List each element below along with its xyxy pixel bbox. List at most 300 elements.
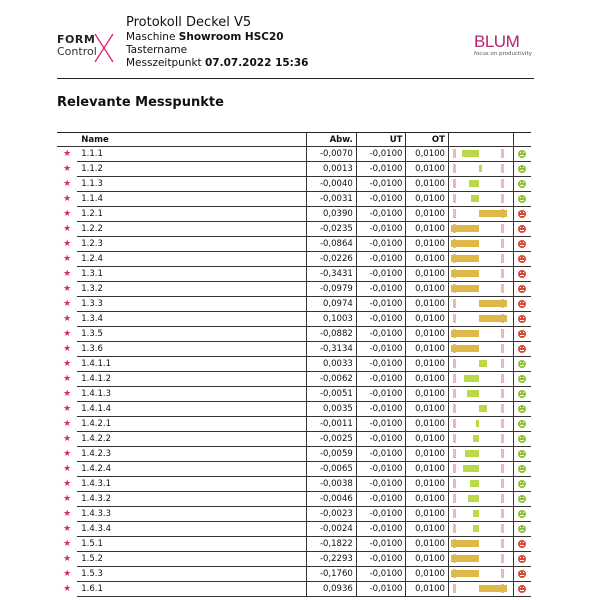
table-row [57,147,531,162]
lower-limit-marker [453,149,456,158]
deviation-value: -0,0070 [307,147,357,162]
table-row [57,552,531,567]
upper-limit-marker [501,449,504,458]
smiley-ok-icon [518,405,526,413]
header-name: Name [77,133,306,147]
lower-tolerance: -0,0100 [356,312,406,327]
deviation-bar [469,180,479,187]
star-icon: ★ [63,464,72,474]
deviation-bar [462,150,479,157]
section-title: Relevante Messpunkte [57,95,224,110]
status-cell [513,582,531,597]
smiley-bad-icon [518,570,526,578]
table-row [57,327,531,342]
formcontrol-logo [55,32,117,66]
upper-limit-marker [501,179,504,188]
deviation-bar-cell [448,312,513,327]
lower-tolerance: -0,0100 [356,357,406,372]
deviation-bar [451,285,479,292]
deviation-bar-cell [448,522,513,537]
deviation-bar [451,570,479,577]
upper-tolerance: 0,0100 [406,432,449,447]
lower-tolerance: -0,0100 [356,297,406,312]
upper-limit-marker [501,524,504,533]
lower-tolerance: -0,0100 [356,267,406,282]
star-icon: ★ [63,254,72,264]
upper-tolerance: 0,0100 [406,207,449,222]
deviation-value: -0,0226 [307,252,357,267]
point-name: 1.5.1 [77,537,306,552]
point-name: 1.4.3.4 [77,522,306,537]
deviation-bar [467,390,479,397]
lower-limit-marker [453,494,456,503]
deviation-value: -0,0864 [307,237,357,252]
smiley-bad-icon [518,270,526,278]
lower-tolerance: -0,0100 [356,237,406,252]
smiley-ok-icon [518,450,526,458]
deviation-bar [470,480,479,487]
star-icon: ★ [63,359,72,369]
status-cell [513,267,531,282]
point-name: 1.4.1.2 [77,372,306,387]
time-line [126,57,309,70]
deviation-value: -0,1760 [307,567,357,582]
deviation-bar [451,345,479,352]
smiley-ok-icon [518,525,526,533]
lower-tolerance: -0,0100 [356,492,406,507]
table-row [57,237,531,252]
deviation-bar-cell [448,477,513,492]
point-name: 1.4.2.2 [77,432,306,447]
upper-tolerance: 0,0100 [406,222,449,237]
deviation-value: -0,0038 [307,477,357,492]
deviation-bar [451,555,479,562]
lower-limit-marker [453,479,456,488]
time-label: Messzeitpunkt [126,57,202,69]
lower-tolerance: -0,0100 [356,282,406,297]
time-value: 07.07.2022 15:36 [204,57,309,69]
upper-limit-marker [501,329,504,338]
upper-tolerance: 0,0100 [406,447,449,462]
upper-tolerance: 0,0100 [406,507,449,522]
smiley-bad-icon [518,285,526,293]
upper-tolerance: 0,0100 [406,477,449,492]
lower-tolerance: -0,0100 [356,207,406,222]
table-row [57,177,531,192]
status-cell [513,282,531,297]
upper-tolerance: 0,0100 [406,402,449,417]
deviation-bar [451,225,479,232]
table-row [57,387,531,402]
status-cell [513,507,531,522]
smiley-ok-icon [518,165,526,173]
upper-tolerance: 0,0100 [406,582,449,597]
status-cell [513,432,531,447]
deviation-bar [473,510,479,517]
upper-tolerance: 0,0100 [406,342,449,357]
star-icon: ★ [63,479,72,489]
upper-limit-marker [501,404,504,413]
point-name: 1.1.2 [77,162,306,177]
point-name: 1.1.1 [77,147,306,162]
deviation-bar [463,465,479,472]
point-name: 1.4.2.1 [77,417,306,432]
table-header-row [57,133,531,147]
deviation-bar-cell [448,387,513,402]
upper-limit-marker [501,284,504,293]
point-name: 1.1.3 [77,177,306,192]
lower-limit-marker [453,464,456,473]
table-row [57,477,531,492]
upper-limit-marker [501,359,504,368]
deviation-bar [479,585,507,592]
lower-limit-marker [453,209,456,218]
point-name: 1.5.3 [77,567,306,582]
deviation-bar-cell [448,267,513,282]
status-cell [513,402,531,417]
status-cell [513,462,531,477]
deviation-bar-cell [448,582,513,597]
point-name: 1.4.2.4 [77,462,306,477]
report-title: Protokoll Deckel V5 [126,15,252,30]
upper-tolerance: 0,0100 [406,522,449,537]
header-status [513,133,531,147]
status-cell [513,387,531,402]
deviation-value: -0,0040 [307,177,357,192]
deviation-value: 0,1003 [307,312,357,327]
deviation-bar [468,495,479,502]
smiley-bad-icon [518,300,526,308]
upper-tolerance: 0,0100 [406,357,449,372]
point-name: 1.2.2 [77,222,306,237]
table-row [57,372,531,387]
status-cell [513,327,531,342]
lower-tolerance: -0,0100 [356,222,406,237]
deviation-bar [479,405,487,412]
smiley-ok-icon [518,435,526,443]
table-row [57,447,531,462]
status-cell [513,162,531,177]
lower-tolerance: -0,0100 [356,402,406,417]
deviation-bar [476,420,479,427]
deviation-bar-cell [448,507,513,522]
lower-tolerance: -0,0100 [356,447,406,462]
upper-limit-marker [501,269,504,278]
table-row [57,192,531,207]
deviation-value: 0,0390 [307,207,357,222]
deviation-value: -0,0882 [307,327,357,342]
deviation-value: -0,0031 [307,192,357,207]
header-dev: Abw. [307,133,357,147]
machine-line [126,31,309,44]
table-row [57,357,531,372]
lower-tolerance: -0,0100 [356,567,406,582]
upper-limit-marker [501,164,504,173]
deviation-bar-cell [448,432,513,447]
table-row [57,402,531,417]
lower-tolerance: -0,0100 [356,147,406,162]
deviation-value: -0,3431 [307,267,357,282]
point-name: 1.4.3.2 [77,492,306,507]
star-icon: ★ [63,209,72,219]
deviation-bar [451,240,479,247]
logo-control-text: Control [57,45,97,58]
table-row [57,522,531,537]
status-cell [513,222,531,237]
lower-limit-marker [453,419,456,428]
star-icon: ★ [63,509,72,519]
blum-tagline: focus on productivity [474,51,532,57]
deviation-value: 0,0013 [307,162,357,177]
status-cell [513,417,531,432]
lower-limit-marker [453,179,456,188]
star-icon: ★ [63,194,72,204]
smiley-ok-icon [518,510,526,518]
deviation-bar [479,165,482,172]
upper-limit-marker [501,224,504,233]
star-icon: ★ [63,284,72,294]
upper-limit-marker [501,464,504,473]
deviation-bar-cell [448,567,513,582]
lower-tolerance: -0,0100 [356,252,406,267]
lower-limit-marker [453,164,456,173]
star-icon: ★ [63,344,72,354]
smiley-bad-icon [518,585,526,593]
status-cell [513,372,531,387]
table-row [57,462,531,477]
deviation-bar-cell [448,147,513,162]
status-cell [513,552,531,567]
star-icon: ★ [63,524,72,534]
lower-limit-marker [453,359,456,368]
smiley-ok-icon [518,375,526,383]
point-name: 1.3.3 [77,297,306,312]
deviation-value: -0,0011 [307,417,357,432]
upper-tolerance: 0,0100 [406,387,449,402]
upper-limit-marker [501,554,504,563]
upper-tolerance: 0,0100 [406,267,449,282]
point-name: 1.4.1.1 [77,357,306,372]
blum-logo [474,33,536,57]
lower-limit-marker [453,299,456,308]
deviation-value: -0,0059 [307,447,357,462]
upper-tolerance: 0,0100 [406,237,449,252]
smiley-bad-icon [518,555,526,563]
lower-tolerance: -0,0100 [356,582,406,597]
deviation-value: -0,1822 [307,537,357,552]
lower-tolerance: -0,0100 [356,162,406,177]
machine-value: Showroom HSC20 [178,31,284,43]
lower-tolerance: -0,0100 [356,327,406,342]
deviation-bar-cell [448,537,513,552]
deviation-bar-cell [448,177,513,192]
upper-limit-marker [501,344,504,353]
upper-tolerance: 0,0100 [406,147,449,162]
point-name: 1.3.2 [77,282,306,297]
deviation-bar-cell [448,552,513,567]
logo-form-text: FORM [57,33,96,46]
deviation-bar-cell [448,342,513,357]
header-divider [57,78,534,79]
upper-tolerance: 0,0100 [406,177,449,192]
lower-tolerance: -0,0100 [356,342,406,357]
upper-limit-marker [501,509,504,518]
lower-limit-marker [453,314,456,323]
table-row [57,342,531,357]
deviation-value: -0,0025 [307,432,357,447]
deviation-bar [451,330,479,337]
point-name: 1.3.1 [77,267,306,282]
deviation-bar [464,375,479,382]
star-icon: ★ [63,299,72,309]
lower-limit-marker [453,374,456,383]
deviation-bar-cell [448,447,513,462]
lower-tolerance: -0,0100 [356,477,406,492]
table-row [57,312,531,327]
point-name: 1.6.1 [77,582,306,597]
table-row [57,297,531,312]
star-icon: ★ [63,584,72,594]
upper-tolerance: 0,0100 [406,282,449,297]
deviation-bar [451,255,479,262]
table-row [57,282,531,297]
table-row [57,507,531,522]
lower-limit-marker [453,404,456,413]
upper-tolerance: 0,0100 [406,327,449,342]
upper-limit-marker [501,374,504,383]
report-header [126,14,309,70]
header-ut: UT [356,133,406,147]
deviation-bar-cell [448,252,513,267]
status-cell [513,342,531,357]
status-cell [513,447,531,462]
upper-tolerance: 0,0100 [406,567,449,582]
deviation-bar-cell [448,282,513,297]
star-icon: ★ [63,539,72,549]
table-row [57,162,531,177]
table-row [57,267,531,282]
smiley-ok-icon [518,495,526,503]
lower-tolerance: -0,0100 [356,507,406,522]
table-row [57,417,531,432]
upper-limit-marker [501,239,504,248]
point-name: 1.2.1 [77,207,306,222]
deviation-value: -0,0024 [307,522,357,537]
deviation-bar [473,435,479,442]
star-icon: ★ [63,314,72,324]
deviation-value: -0,2293 [307,552,357,567]
deviation-value: 0,0936 [307,582,357,597]
star-icon: ★ [63,149,72,160]
star-icon: ★ [63,494,72,504]
table-row [57,537,531,552]
smiley-bad-icon [518,225,526,233]
status-cell [513,192,531,207]
upper-tolerance: 0,0100 [406,162,449,177]
deviation-bar-cell [448,402,513,417]
upper-limit-marker [501,494,504,503]
status-cell [513,297,531,312]
upper-limit-marker [501,539,504,548]
deviation-bar-cell [448,222,513,237]
deviation-bar [451,270,479,277]
deviation-bar-cell [448,192,513,207]
deviation-bar-cell [448,327,513,342]
table-row [57,432,531,447]
upper-tolerance: 0,0100 [406,492,449,507]
point-name: 1.1.4 [77,192,306,207]
point-name: 1.5.2 [77,552,306,567]
upper-limit-marker [501,569,504,578]
table-row [57,207,531,222]
status-cell [513,357,531,372]
deviation-value: 0,0974 [307,297,357,312]
deviation-bar [479,360,487,367]
probe-label: Tastername [126,44,188,56]
upper-tolerance: 0,0100 [406,252,449,267]
upper-tolerance: 0,0100 [406,297,449,312]
deviation-value: -0,0046 [307,492,357,507]
upper-tolerance: 0,0100 [406,372,449,387]
point-name: 1.4.3.3 [77,507,306,522]
table-row [57,567,531,582]
status-cell [513,177,531,192]
star-icon: ★ [63,224,72,234]
lower-tolerance: -0,0100 [356,522,406,537]
star-icon: ★ [63,554,72,564]
deviation-bar-cell [448,162,513,177]
upper-limit-marker [501,434,504,443]
deviation-bar-cell [448,357,513,372]
table-row [57,582,531,597]
point-name: 1.4.2.3 [77,447,306,462]
point-name: 1.3.6 [77,342,306,357]
deviation-value: -0,0979 [307,282,357,297]
x-logo-icon [93,32,115,64]
star-icon: ★ [63,269,72,279]
point-name: 1.2.4 [77,252,306,267]
smiley-ok-icon [518,180,526,188]
star-icon: ★ [63,569,72,579]
deviation-bar-cell [448,462,513,477]
status-cell [513,252,531,267]
lower-limit-marker [453,389,456,398]
lower-tolerance: -0,0100 [356,387,406,402]
smiley-bad-icon [518,345,526,353]
point-name: 1.2.3 [77,237,306,252]
deviation-bar-cell [448,492,513,507]
deviation-bar [465,450,479,457]
lower-tolerance: -0,0100 [356,552,406,567]
table-row [57,252,531,267]
lower-tolerance: -0,0100 [356,432,406,447]
deviation-value: 0,0033 [307,357,357,372]
deviation-value: -0,0062 [307,372,357,387]
smiley-bad-icon [518,540,526,548]
upper-tolerance: 0,0100 [406,552,449,567]
lower-limit-marker [453,509,456,518]
deviation-bar-cell [448,207,513,222]
deviation-bar [479,210,507,217]
status-cell [513,567,531,582]
smiley-bad-icon [518,255,526,263]
lower-tolerance: -0,0100 [356,462,406,477]
lower-limit-marker [453,584,456,593]
smiley-ok-icon [518,390,526,398]
smiley-ok-icon [518,420,526,428]
star-icon: ★ [63,449,72,459]
deviation-value: -0,0051 [307,387,357,402]
